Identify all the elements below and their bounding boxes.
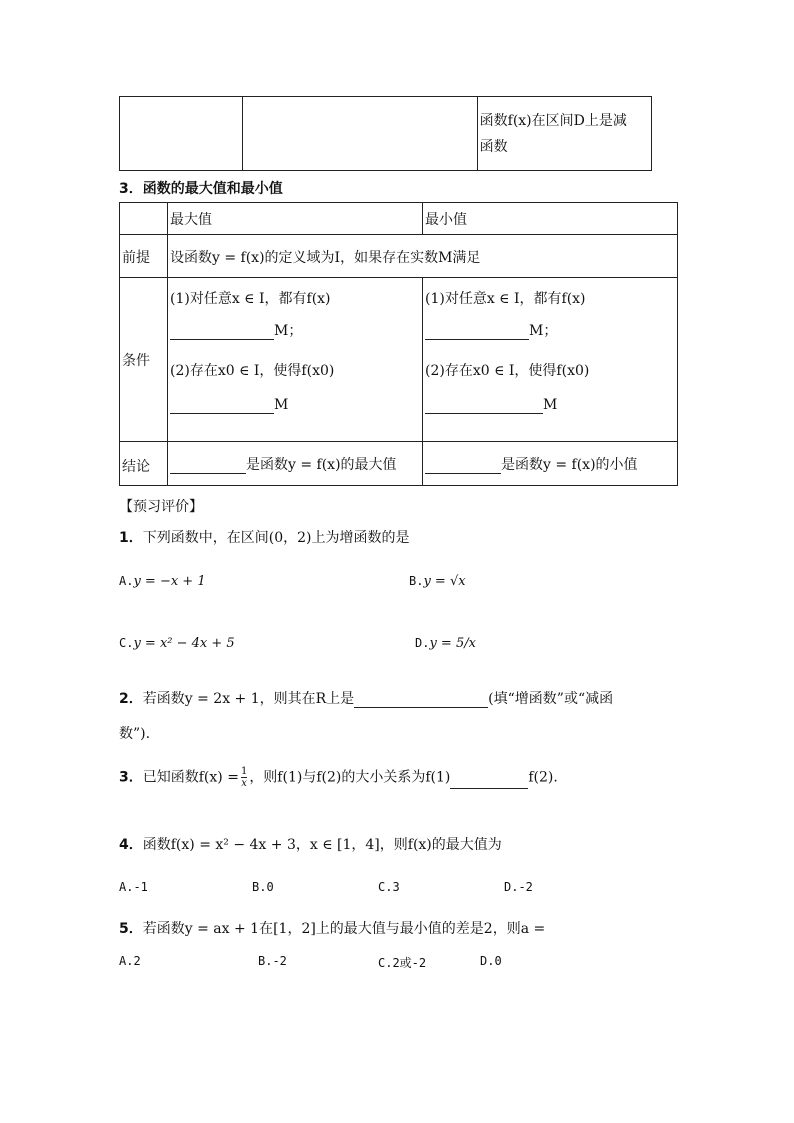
fraction-numerator: 1 (240, 766, 248, 777)
cond2-max-blank-line (170, 396, 420, 414)
question-3 (119, 766, 558, 789)
option-expr: 2或-2 (392, 956, 427, 970)
condition-label: 条件 (120, 278, 168, 442)
question-1 (119, 527, 410, 547)
answer-blank[interactable] (425, 459, 501, 474)
premise-text: 设函数y = f(x)的定义域为I，如果存在实数M满足 (168, 235, 678, 278)
option-expr: y = 5/x (429, 636, 476, 651)
question-2-cont: 数”). (119, 726, 151, 742)
option-label: B. (258, 954, 273, 968)
option-label: D. (415, 636, 430, 650)
question-text-c: f(2). (528, 769, 558, 786)
option-label: C. (378, 880, 393, 894)
option-label: C. (378, 956, 393, 970)
question-text-a: 若函数y = 2x + 1，则其在R上是 (142, 691, 355, 707)
q5-option-a[interactable] (119, 954, 141, 969)
question-number: 1． (119, 530, 143, 546)
top-table-cell-1 (120, 97, 243, 171)
question-text-b: ，则f(1)与f(2)的大小关系为f(1) (249, 769, 451, 786)
option-expr: -1 (133, 880, 148, 894)
option-expr: 2 (133, 954, 141, 968)
fraction (241, 766, 247, 789)
option-expr: 0 (494, 954, 502, 968)
option-expr: -2 (272, 954, 287, 968)
cond2-min: (2)存在x0 ∈ I，使得f(x0) (425, 363, 590, 379)
cond1-min: (1)对任意x ∈ I，都有f(x) (425, 291, 586, 307)
cond1-max-blank-line (170, 322, 420, 340)
question-text: 若函数y = ax + 1在[1，2]上的最大值与最小值的差是2，则a = (142, 921, 546, 937)
option-label: A. (119, 954, 134, 968)
answer-blank[interactable] (170, 325, 274, 340)
q5-option-b[interactable] (258, 954, 287, 969)
question-number: 3． (119, 769, 143, 786)
option-label: D. (480, 954, 495, 968)
cond2-max-tail: M (274, 397, 289, 413)
q1-option-a[interactable] (119, 574, 206, 589)
section3-title (119, 178, 283, 198)
question-number: 5． (119, 921, 143, 937)
option-expr: y = √x (423, 574, 466, 589)
condition-min-cell (423, 278, 678, 442)
q4-option-a[interactable] (119, 880, 148, 895)
option-expr: 3 (392, 880, 400, 894)
max-min-table (119, 202, 678, 486)
top-table (119, 96, 652, 171)
top-table-cell-3 (477, 97, 651, 171)
conclusion-min-cell (423, 442, 678, 486)
decreasing-def-line-1: 函数f(x)在区间D上是减 (479, 113, 627, 129)
cond1-min-tail: M； (529, 323, 558, 339)
cond1-max: (1)对任意x ∈ I，都有f(x) (170, 291, 331, 307)
option-label: C. (119, 636, 134, 650)
cond2-min-tail: M (543, 397, 558, 413)
q5-option-c[interactable] (378, 954, 426, 971)
preview-header: 【预习评价】 (119, 499, 203, 515)
header-max: 最大值 (168, 203, 423, 235)
option-label: A. (119, 574, 134, 588)
section3-title-text: 函数的最大值和最小值 (142, 181, 283, 197)
conclusion-label: 结论 (120, 442, 168, 486)
question-text: 下列函数中，在区间(0，2)上为增函数的是 (142, 530, 410, 546)
top-table-cell-2 (242, 97, 477, 171)
premise-label: 前提 (120, 235, 168, 278)
option-label: B. (252, 880, 267, 894)
option-expr: y = x² − 4x + 5 (133, 636, 235, 651)
fraction-denominator: x (241, 778, 247, 789)
header-min: 最小值 (423, 203, 678, 235)
answer-blank[interactable] (425, 325, 529, 340)
q1-option-d[interactable] (415, 636, 476, 651)
q5-option-d[interactable] (480, 954, 502, 969)
q1-option-c[interactable] (119, 636, 235, 651)
question-2 (119, 688, 613, 708)
corner-cell (120, 203, 168, 235)
q4-option-b[interactable] (252, 880, 274, 895)
condition-max-cell (168, 278, 423, 442)
section3-number: 3． (119, 181, 143, 197)
conclusion-max: 是函数y = f(x)的最大值 (246, 457, 397, 473)
option-expr: y = −x + 1 (133, 574, 206, 589)
cond2-min-blank-line (425, 396, 675, 414)
q1-option-b[interactable] (409, 574, 466, 589)
answer-blank[interactable] (170, 459, 246, 474)
option-expr: 0 (266, 880, 274, 894)
question-text-b: (填“增函数”或“减函 (488, 691, 614, 707)
question-5 (119, 918, 545, 938)
answer-blank[interactable] (170, 399, 274, 414)
question-number: 4． (119, 837, 143, 853)
answer-blank[interactable] (425, 399, 543, 414)
cond1-max-tail: M； (274, 323, 303, 339)
question-text: 函数f(x) = x² − 4x + 3，x ∈ [1，4]，则f(x)的最大值为 (142, 837, 502, 853)
option-label: A. (119, 880, 134, 894)
option-expr: -2 (518, 880, 533, 894)
cond2-max: (2)存在x0 ∈ I，使得f(x0) (170, 363, 335, 379)
q4-option-c[interactable] (378, 880, 400, 895)
answer-blank[interactable] (354, 693, 488, 708)
question-4 (119, 834, 502, 854)
option-label: B. (409, 574, 424, 588)
question-number: 2． (119, 691, 143, 707)
decreasing-def-line-2: 函数 (479, 139, 508, 155)
conclusion-min: 是函数y = f(x)的小值 (501, 457, 638, 473)
question-text-a: 已知函数f(x) = (142, 769, 239, 786)
q4-option-d[interactable] (504, 880, 533, 895)
option-label: D. (504, 880, 519, 894)
cond1-min-blank-line (425, 322, 675, 340)
answer-blank[interactable] (450, 774, 528, 789)
conclusion-max-cell (168, 442, 423, 486)
